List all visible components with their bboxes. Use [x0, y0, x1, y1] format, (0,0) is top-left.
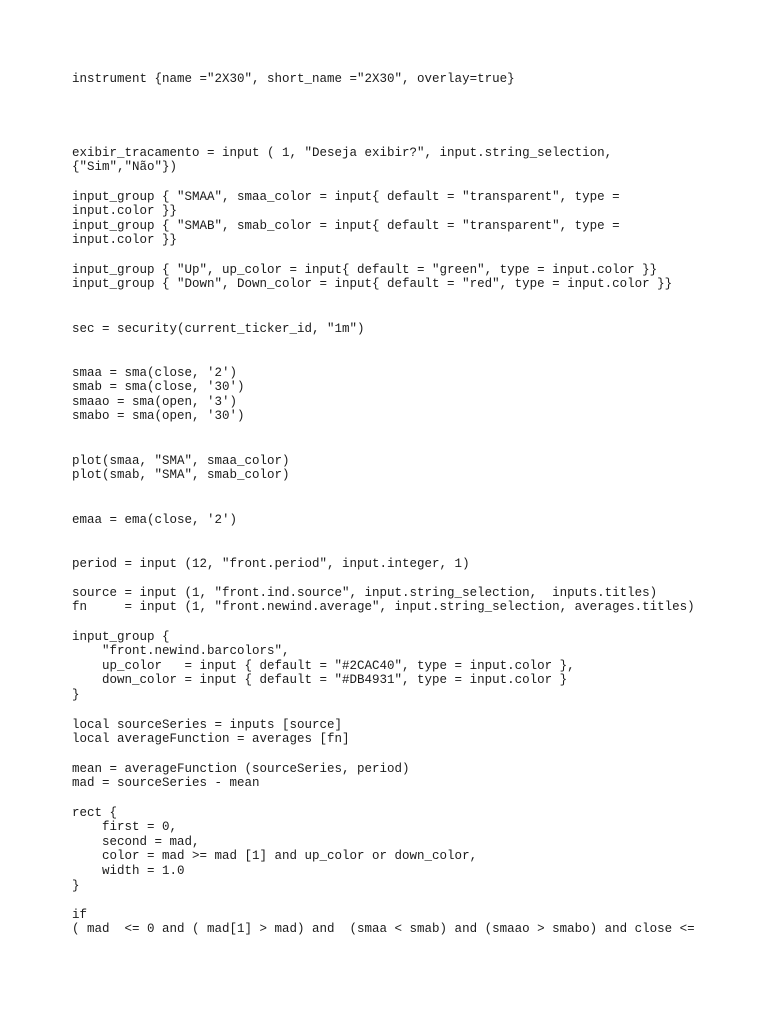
code-line: fn = input (1, "front.newind.average", input.string_selection, averages.titles) — [72, 600, 695, 615]
code-line: source = input (1, "front.ind.source", input.string_selection, inputs.titles) — [72, 585, 658, 600]
code-line: input.color }} — [72, 204, 178, 219]
code-line: sec = security(current_ticker_id, "1m") — [72, 321, 365, 336]
code-line: color = mad >= mad [1] and up_color or down_color, — [72, 849, 478, 864]
code-line: second = mad, — [72, 834, 200, 849]
code-line: input_group { "Down", Down_color = input{ default = "red", type = input.color }} — [72, 277, 673, 292]
code-line: width = 1.0 — [72, 863, 185, 878]
code-line: rect { — [72, 805, 118, 820]
code-line: "front.newind.barcolors", — [72, 644, 290, 659]
code-line: up_color = input { default = "#2CAC40", type = input.color }, — [72, 658, 575, 673]
code-line: local sourceSeries = inputs [source] — [72, 717, 343, 732]
code-line: smaao = sma(open, '3') — [72, 394, 238, 409]
code-line: smabo = sma(open, '30') — [72, 409, 245, 424]
code-line: } — [72, 687, 80, 702]
code-line: if — [72, 907, 88, 922]
code-line: input_group { "SMAB", smab_color = input{ default = "transparent", type = — [72, 218, 620, 233]
code-line: exibir_tracamento = input ( 1, "Deseja exibir?", input.string_selection, — [72, 145, 613, 160]
code-line: first = 0, — [72, 820, 178, 835]
code-line: smaa = sma(close, '2') — [72, 365, 238, 380]
code-line: period = input (12, "front.period", input.integer, 1) — [72, 556, 470, 571]
code-line: plot(smaa, "SMA", smaa_color) — [72, 453, 290, 468]
code-line: input_group { "Up", up_color = input{ default = "green", type = input.color }} — [72, 262, 658, 277]
code-line: input.color }} — [72, 233, 178, 248]
code-line: plot(smab, "SMA", smab_color) — [72, 468, 290, 483]
code-line: input_group { — [72, 629, 170, 644]
code-line: mad = sourceSeries - mean — [72, 776, 260, 791]
code-line: ( mad <= 0 and ( mad[1] > mad) and (smaa < smab) and (smaao > smabo) and close <= — [72, 922, 695, 937]
code-line: smab = sma(close, '30') — [72, 380, 245, 395]
code-line: {"Sim","Não"}) — [72, 160, 178, 175]
code-line: } — [72, 878, 80, 893]
code-line: mean = averageFunction (sourceSeries, period) — [72, 761, 410, 776]
code-line: instrument {name ="2X30", short_name ="2X30", overlay=true} — [72, 72, 515, 86]
code-line: emaa = ema(close, '2') — [72, 512, 238, 527]
code-line: down_color = input { default = "#DB4931", type = input.color } — [72, 673, 568, 688]
code-line: input_group { "SMAA", smaa_color = input{ default = "transparent", type = — [72, 189, 620, 204]
code-line: local averageFunction = averages [fn] — [72, 732, 350, 747]
